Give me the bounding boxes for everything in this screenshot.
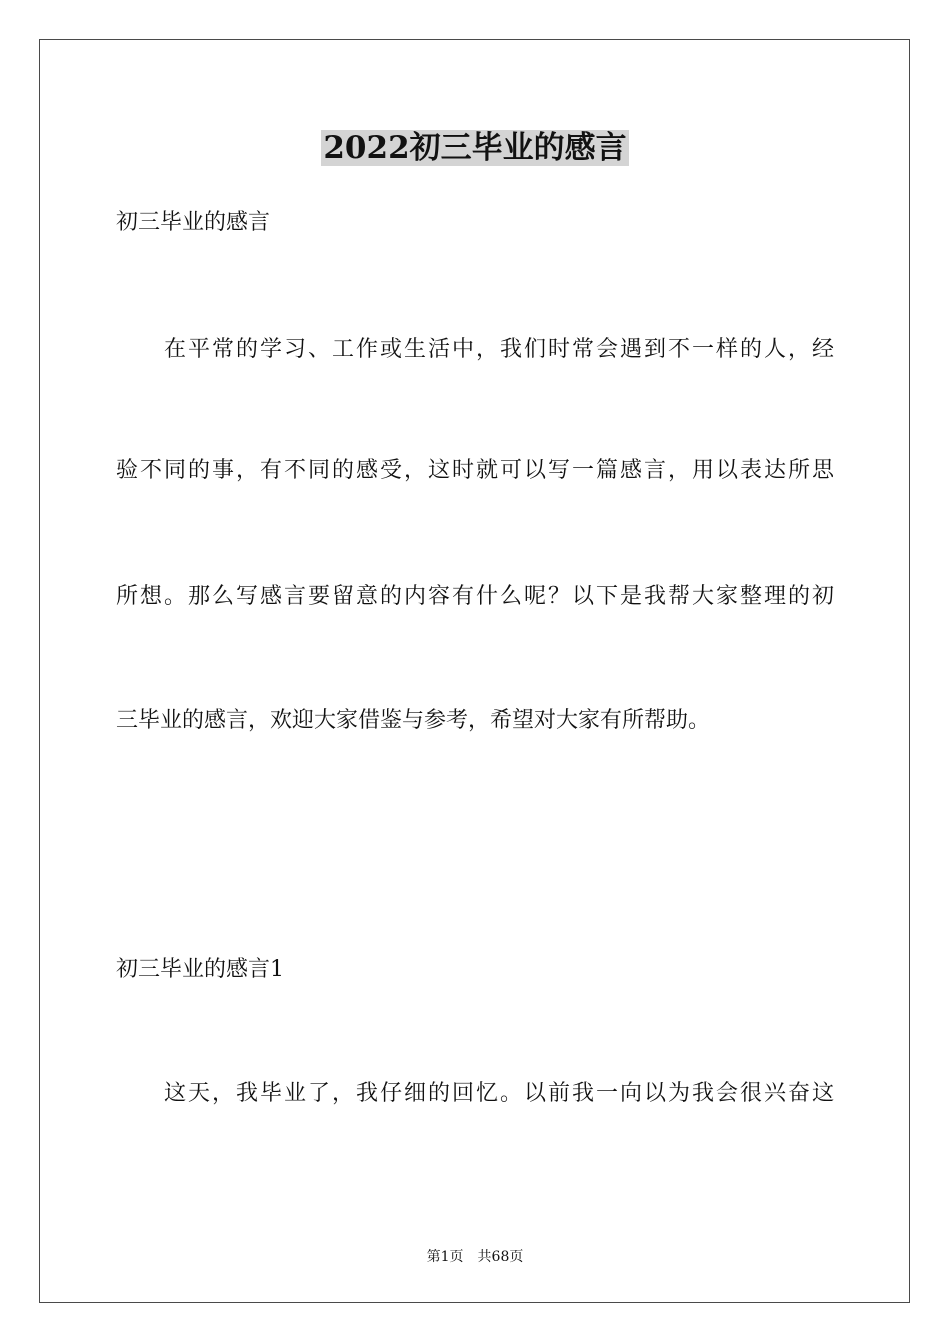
- document-title-text: 2022初三毕业的感言: [323, 130, 627, 166]
- page-footer: 第1页 共68页: [426, 1249, 524, 1265]
- paragraph-line: 所想。那么写感言要留意的内容有什么呢？以下是我帮大家整理的初: [116, 584, 834, 609]
- document-title: [0, 126, 950, 170]
- paragraph-line: 三毕业的感言，欢迎大家借鉴与参考，希望对大家有所帮助。: [116, 708, 711, 733]
- paragraph-line: 这天，我毕业了，我仔细的回忆。以前我一向以为我会很兴奋这: [164, 1081, 834, 1106]
- paragraph-line: 在平常的学习、工作或生活中，我们时常会遇到不一样的人，经: [164, 337, 834, 362]
- paragraph-line: 验不同的事，有不同的感受，这时就可以写一篇感言，用以表达所思: [116, 458, 834, 483]
- document-subtitle: 初三毕业的感言: [116, 210, 271, 235]
- section-heading: 初三毕业的感言1: [116, 957, 284, 982]
